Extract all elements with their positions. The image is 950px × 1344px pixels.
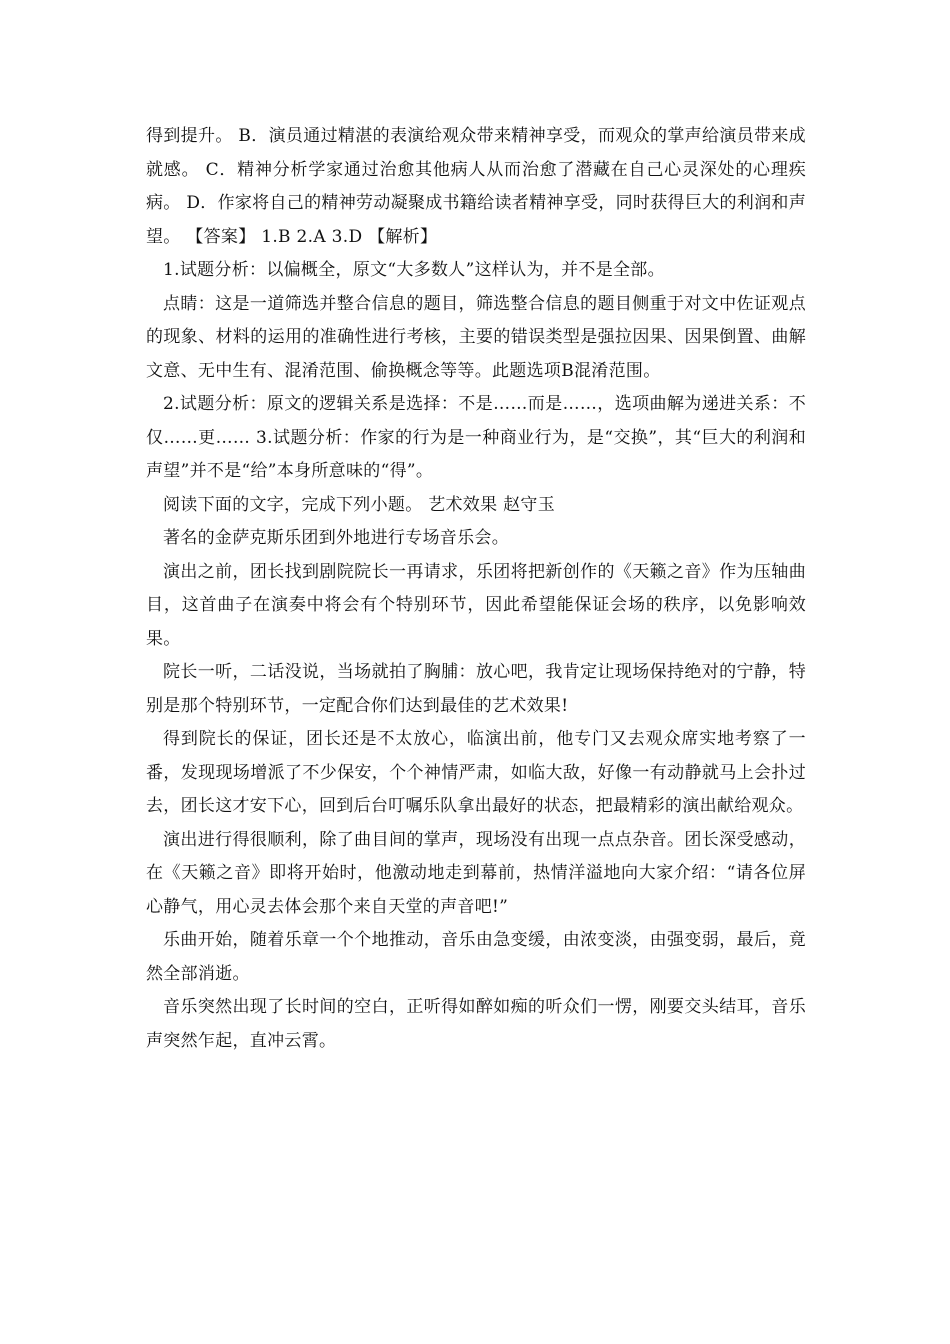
paragraph-story-2: 演出之前，团长找到剧院院长一再请求，乐团将把新创作的《天籁之音》作为压轴曲目，这首曲子在演奏中将会有个特别环节，因此希望能保证会场的秩序，以免影响效果。 — [146, 561, 806, 649]
paragraph-analysis-2-3: 2.试题分析：原文的逻辑关系是选择：不是……而是……，选项曲解为递进关系：不仅……更…… 3.试题分析：作家的行为是一种商业行为，是“交换”，其“巨大的利润和声望”并不是“给”本身所意味的“得”。 — [146, 394, 806, 481]
paragraph-story-3: 院长一听，二话没说，当场就拍了胸脯：放心吧，我肯定让现场保持绝对的宁静，特别是那个特别环节，一定配合你们达到最佳的艺术效果! — [146, 662, 806, 716]
paragraph-story-6: 乐曲开始，随着乐章一个个地推动，音乐由急变缓，由浓变淡，由强变弱，最后，竟然全部消逝。 — [146, 930, 806, 984]
paragraph-reading-title: 阅读下面的文字，完成下列小题。 艺术效果 赵守玉 — [163, 494, 556, 515]
paragraph-options-answer: 得到提升。 B．演员通过精湛的表演给观众带来精神享受，而观众的掌声给演员带来成就感。 C．精神分析学家通过治愈其他病人从而治愈了潜藏在自己心灵深处的心理疾病。 D．作家将自己的精神劳动凝聚成书籍给读者精神享受，同时获得巨大的利润和声望。 【答案】 1.B 2.A 3.D 【解析】 — [146, 126, 806, 247]
paragraph-story-7: 音乐突然出现了长时间的空白，正听得如醉如痴的听众们一愣，刚要交头结耳，音乐声突然乍起，直冲云霄。 — [146, 997, 806, 1051]
paragraph-analysis-1: 1.试题分析：以偏概全，原文“大多数人”这样认为，并不是全部。 — [163, 260, 665, 280]
document-page — [146, 120, 806, 1058]
paragraph-dianjing: 点睛：这是一道筛选并整合信息的题目，筛选整合信息的题目侧重于对文中佐证观点的现象、材料的运用的准确性进行考核，主要的错误类型是强拉因果、因果倒置、曲解文意、无中生有、混淆范围、偷换概念等等。此题选项B混淆范围。 — [146, 293, 806, 381]
paragraph-story-5: 演出进行得很顺利，除了曲目间的掌声，现场没有出现一点点杂音。团长深受感动，在《天籁之音》即将开始时，他激动地走到幕前，热情洋溢地向大家介绍：“请各位屏心静气，用心灵去体会那个来自天堂的声音吧!” — [146, 829, 806, 917]
paragraph-story-1: 著名的金萨克斯乐团到外地进行专场音乐会。 — [163, 528, 509, 548]
paragraph-story-4: 得到院长的保证，团长还是不太放心，临演出前，他专门又去观众席实地考察了一番，发现现场增派了不少保安，个个神情严肃，如临大敌，好像一有动静就马上会扑过去，团长这才安下心，回到后台叮嘱乐队拿出最好的状态，把最精彩的演出献给观众。 — [146, 729, 806, 816]
